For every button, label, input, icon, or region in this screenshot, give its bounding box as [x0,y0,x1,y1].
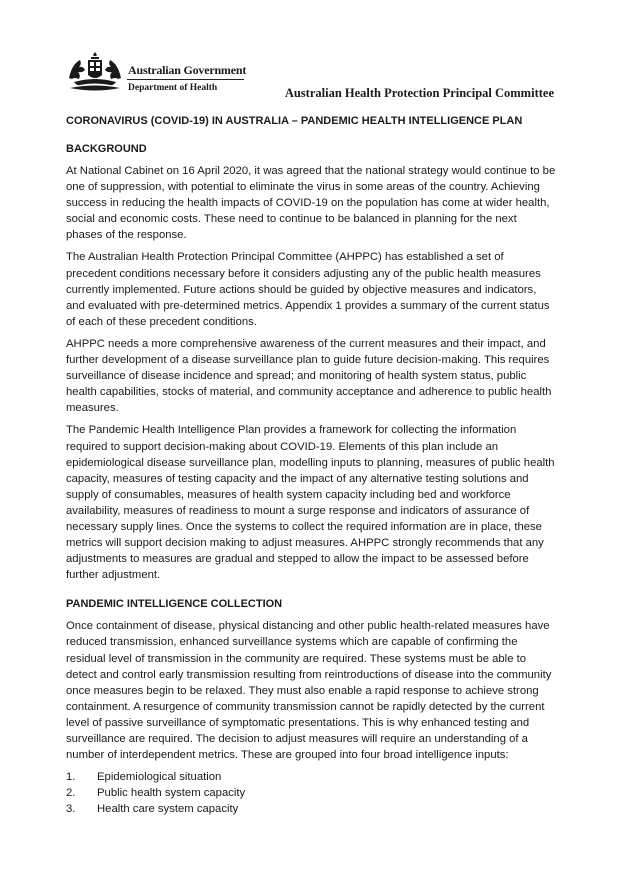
paragraph: The Pandemic Health Intelligence Plan provides a framework for collecting the information required to support decision-making about COVID-19. Elements of this plan include an epidemiological disease surveillance plan, modelling inputs to planning, measures of public health capacity, measures of testing capacity and the impact of any alternative testing solutions and supply of consumables, measures of health system capacity including bed and workforce availability, measures of readiness to mount a surge response and indicators of assurance of necessary supply lines. Once the systems to collect the required information are in place, these metrics will support decision making to adjust measures. AHPPC strongly recommends that any adjustments to measures are gradual and stepped to allow the impact to be assessed before further adjustment. [66,424,555,582]
list-item [66,769,556,785]
list-item [66,785,556,801]
paragraph: Once containment of disease, physical distancing and other public health-related measures have reduced transmission, enhanced surveillance systems which are capable of confirming the residual level of transmission in the community are required. These systems must be able to detect and control early transmission resulting from reintroductions of disease into the community once measures begin to be relaxed. They must also enable a rapid response to achieve strong containment. A resurgence of community transmission cannot be rapidly detected by the current level of passive surveillance of symptomatic presentations. This is why enhanced testing and surveillance are required. The decision to adjust measures will require an understanding of a number of interdependent metrics. These are grouped into four broad intelligence inputs: [66,620,552,762]
list-item [66,801,556,817]
list-item-number: 3. [66,803,76,816]
section-heading: BACKGROUND [66,143,147,155]
paragraph: The Australian Health Protection Principal Committee (AHPPC) has established a set of precedent conditions necessary before it considers adjusting any of the public health measures currently implemented. Future actions should be guided by objective measures and indicators, and evaluated with pre-determined metrics. Appendix 1 provides a summary of the current status of each of these precedent conditions. [66,251,550,328]
list-item-text: Health care system capacity [97,803,239,816]
list-item-number: 1. [66,771,76,784]
header-divider [127,79,244,80]
government-name: Australian Government [128,63,247,77]
list-item-text: Public health system capacity [97,787,246,800]
paragraph: At National Cabinet on 16 April 2020, it was agreed that the national strategy would continue to be one of suppression, with potential to eliminate the virus in some areas of the country. Achieving success in reducing the health impacts of COVID-19 on the population has come at wider health, social and economic costs. These need to continue to be balanced in planning for the next phases of the response. [66,165,556,242]
document-title: CORONAVIRUS (COVID-19) IN AUSTRALIA – PANDEMIC HEALTH INTELLIGENCE PLAN [66,115,523,127]
department-name: Department of Health [128,83,218,93]
section-heading: PANDEMIC INTELLIGENCE COLLECTION [66,598,283,611]
intelligence-inputs-list [66,769,556,817]
committee-name: Australian Health Protection Principal Committee [284,86,554,100]
coat-of-arms-icon [66,52,124,94]
list-item-number: 2. [66,787,76,800]
list-item-text: Epidemiological situation [97,771,222,784]
document-body [66,114,556,817]
paragraph: AHPPC needs a more comprehensive awareness of the current measures and their impact, and further development of a disease surveillance plan to guide future decision-making. This requires surveillance of disease incidence and spread; and monitoring of health system status, public health capabilities, stocks of material, and community acceptance and adherence to public health measures. [66,337,552,415]
